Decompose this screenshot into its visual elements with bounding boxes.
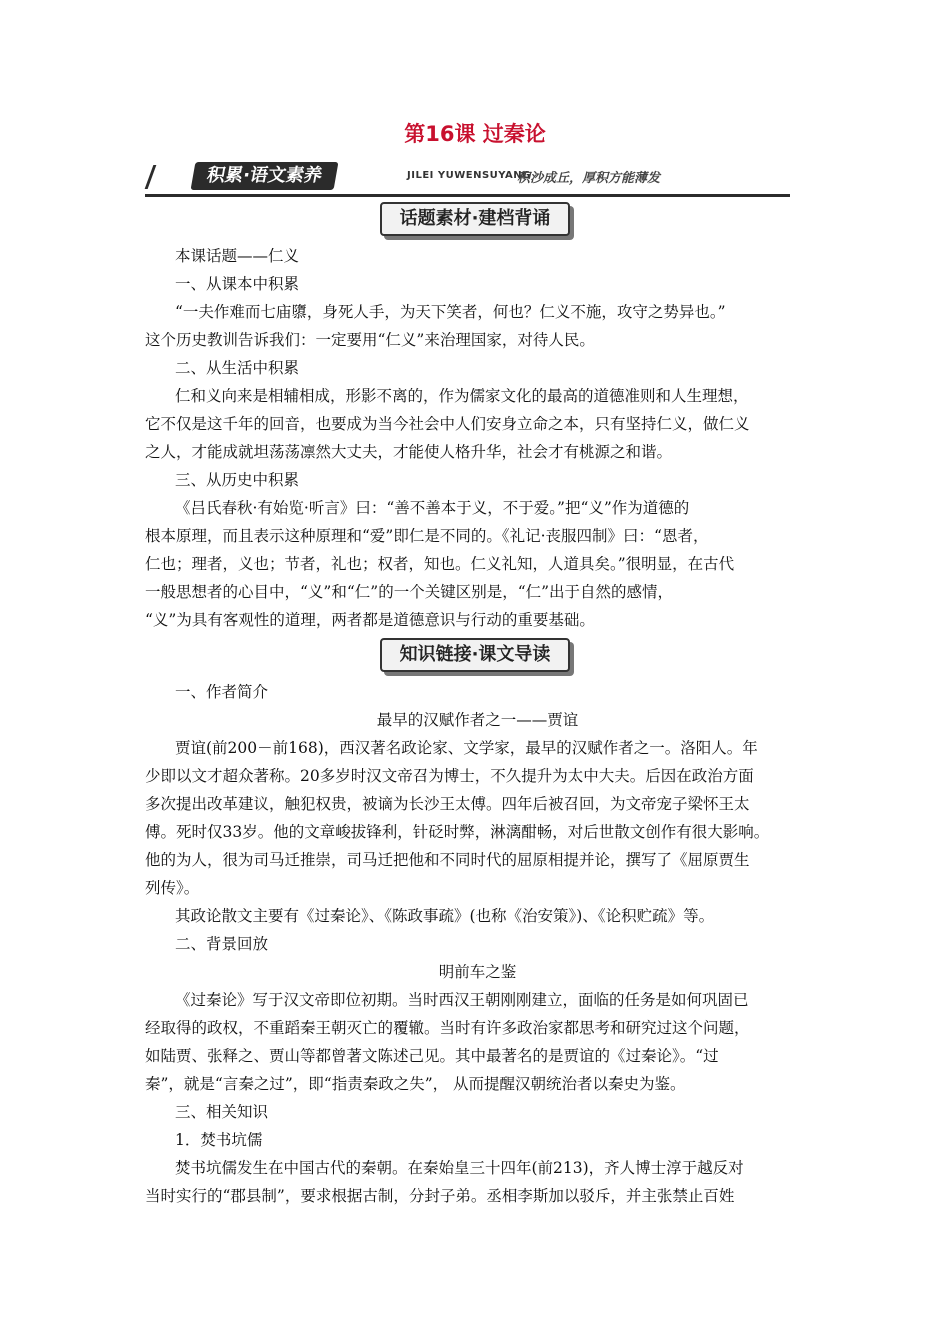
heading-line: 三、从历史中积累 bbox=[175, 471, 300, 489]
text-line: 仁也；理者，义也；节者，礼也；权者，知也。仁义礼知，人道具矣。”很明显，在古代 bbox=[145, 555, 735, 573]
text-line: 一般思想者的心目中，“义”和“仁”的一个关键区别是，“仁”出于自然的感情， bbox=[145, 583, 674, 601]
text-line: 之人，才能成就坦荡荡凛然大丈夫，才能使人格升华，社会才有桃源之和谐。 bbox=[145, 443, 673, 461]
section-banner-label: 积累·语文素养 bbox=[191, 162, 339, 190]
text-line: 多次提出改革建议，触犯权贵，被谪为长沙王太傅。四年后被召回，为文帝宠子梁怀王太 bbox=[145, 795, 750, 813]
text-line: 《过秦论》写于汉文帝即位初期。当时西汉王朝刚刚建立，面临的任务是如何巩固已 bbox=[175, 991, 749, 1009]
heading-line: 三、相关知识 bbox=[175, 1103, 269, 1121]
text-line: 仁和义向来是相辅相成，形影不离的，作为儒家文化的最高的道德准则和人生理想， bbox=[175, 387, 749, 405]
centered-subtitle: 明前车之鉴 bbox=[438, 963, 517, 981]
subheading-topic bbox=[0, 202, 950, 236]
text-line: 傅。死时仅33岁。他的文章峻拔锋利，针砭时弊，淋漓酣畅，对后世散文创作有很大影响。 bbox=[145, 823, 770, 841]
text-line: “义”为具有客观性的道理，两者都是道德意识与行动的重要基础。 bbox=[145, 611, 595, 629]
text-line: 本课话题——仁义 bbox=[175, 247, 300, 265]
text-line: 《吕氏春秋·有始览·听言》曰：“善不善本于义，不于爱。”把“义”作为道德的 bbox=[175, 499, 690, 517]
text-line: 他的为人，很为司马迁推崇，司马迁把他和不同时代的屈原相提并论，撰写了《屈原贾生 bbox=[145, 851, 750, 869]
text-line: 这个历史教训告诉我们：一定要用“仁义”来治理国家，对待人民。 bbox=[145, 331, 595, 349]
text-line: 如陆贾、张释之、贾山等都曾著文陈述己见。其中最著名的是贾谊的《过秦论》。“过 bbox=[145, 1047, 719, 1065]
text-line: 列传》。 bbox=[145, 879, 200, 897]
heading-line: 一、从课本中积累 bbox=[175, 275, 300, 293]
text-line: 根本原理，而且表示这种原理和“爱”即仁是不同的。《礼记·丧服四制》曰：“恩者， bbox=[145, 527, 709, 545]
section-banner-pinyin: JILEI YUWENSUYANG bbox=[407, 170, 531, 181]
banner-slash-decoration bbox=[145, 165, 197, 189]
centered-subtitle: 最早的汉赋作者之一——贾谊 bbox=[376, 711, 579, 729]
text-line: 贾谊(前200－前168)，西汉著名政论家、文学家，最早的汉赋作者之一。洛阳人。年 bbox=[175, 739, 758, 757]
heading-line: 二、背景回放 bbox=[175, 935, 269, 953]
text-line: 其政论散文主要有《过秦论》、《陈政事疏》(也称《治安策》)、《论积贮疏》等。 bbox=[175, 907, 715, 925]
text-line: 秦”，就是“言秦之过”，即“指责秦政之失”， 从而提醒汉朝统治者以秦史为鉴。 bbox=[145, 1075, 686, 1093]
heading-line: 二、从生活中积累 bbox=[175, 359, 300, 377]
lesson-title: 第16课 过秦论 bbox=[404, 122, 546, 146]
heading-line: 一、作者简介 bbox=[175, 683, 269, 701]
subheading-topic-label: 话题素材·建档背诵 bbox=[380, 202, 571, 236]
text-line: 经取得的政权，不重蹈秦王朝灭亡的覆辙。当时有许多政治家都思考和研究过这个问题， bbox=[145, 1019, 750, 1037]
subheading-knowledge-label: 知识链接·课文导读 bbox=[380, 638, 571, 672]
text-line: 少即以文才超众著称。20多岁时汉文帝召为博士，不久提升为太中大夫。后因在政治方面 bbox=[145, 767, 754, 785]
text-line: 它不仅是这千年的回音，也要成为当今社会中人们安身立命之本，只有坚持仁义，做仁义 bbox=[145, 415, 750, 433]
text-line: 焚书坑儒发生在中国古代的秦朝。在秦始皇三十四年(前213)，齐人博士淳于越反对 bbox=[175, 1159, 744, 1177]
text-line: “一夫作难而七庙隳，身死人手，为天下笑者，何也？仁义不施，攻守之势异也。” bbox=[175, 303, 726, 321]
subheading-knowledge bbox=[0, 638, 950, 672]
section-banner bbox=[145, 160, 790, 197]
text-line: 当时实行的“郡县制”，要求根据古制，分封子弟。丞相李斯加以驳斥，并主张禁止百姓 bbox=[145, 1187, 735, 1205]
heading-line: 1．焚书坑儒 bbox=[175, 1131, 263, 1149]
section-banner-motto: 积沙成丘，厚积方能薄发 bbox=[517, 171, 661, 186]
